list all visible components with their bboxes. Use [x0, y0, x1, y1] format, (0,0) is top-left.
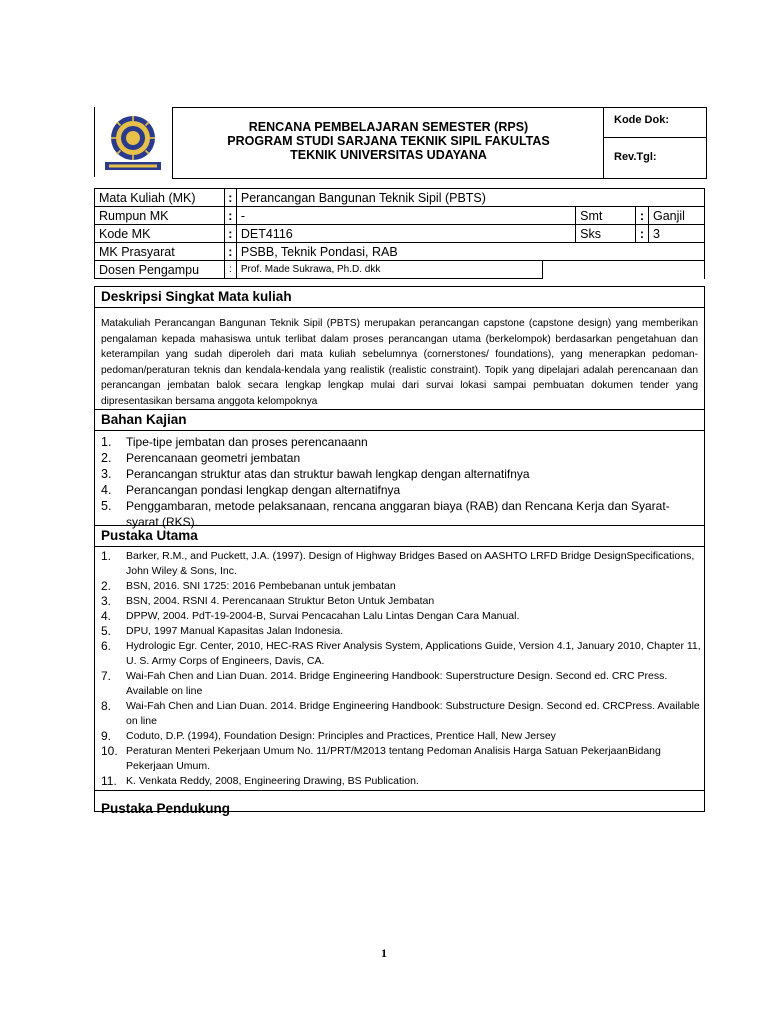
list-item: [101, 744, 704, 774]
list-item: [101, 594, 704, 609]
list-text: Wai-Fah Chen and Lian Duan. 2014. Bridge Engineering Handbook: Substructure Design. Second ed. CRCPress. Available on line: [126, 700, 700, 727]
list-text: Perancangan pondasi lengkap dengan alternatifnya: [126, 483, 401, 497]
list-text: Hydrologic Egr. Center, 2010, HEC-RAS River Analysis System, Applications Guide, Version 4.1, January 2010, Chapter 11, U. S. Army Corps of Engineers, Davis, CA.: [126, 640, 701, 667]
header-title-cell: [172, 107, 604, 179]
header-title-line-2: PROGRAM STUDI SARJANA TEKNIK SIPIL FAKULTAS: [227, 134, 550, 148]
header-meta-cell: [603, 107, 707, 179]
bahan-kajian-heading: Bahan Kajian: [95, 410, 704, 431]
deskripsi-text: Matakuliah Perancangan Bangunan Teknik Sipil (PBTS) merupakan perancangan capstone (capstone design) yang memberikan pengalaman kepada mahasiswa untuk terlibat dalam proses perancangan utama (berkelompok) berdasarkan pengetahuan dan keterampilan yang sudah diperoleh dari mata kuliah sebelumnya (cornerstones/ foundations), yang menerapkan pedoman-pedoman/peraturan teknis dan kendala-kendala yang realistik (realistic constraint). Topik yang dipelajari adalah perencanaan dan perancangan jembatan balok secara lengkap lengkap mulai dari survai lokasi sampai pembuatan dokumen tender yang dipresentasikan bersama anggota kelompoknya: [95, 308, 704, 410]
pustaka-pendukung-heading: Pustaka Pendukung: [101, 801, 231, 816]
list-item: [101, 498, 704, 530]
list-number: 5.: [101, 499, 112, 513]
sks-label: Sks: [576, 225, 636, 243]
list-number: 8.: [101, 699, 112, 713]
header-title-line-1: RENCANA PEMBELAJARAN SEMESTER (RPS): [248, 120, 529, 134]
list-text: Perancangan struktur atas dan struktur bawah lengkap dengan alternatifnya: [126, 467, 530, 481]
smt-value: Ganjil: [649, 207, 705, 225]
list-text: BSN, 2016. SNI 1725: 2016 Pembebanan untuk jembatan: [126, 580, 396, 592]
pustaka-utama-body: [95, 547, 704, 791]
list-number: 7.: [101, 669, 112, 683]
list-number: 9.: [101, 729, 112, 743]
list-text: Perencanaan geometri jembatan: [126, 451, 301, 465]
list-text: Wai-Fah Chen and Lian Duan. 2014. Bridge Engineering Handbook: Superstructure Design. Second ed. CRC Press. Available on line: [126, 670, 668, 697]
list-item: [101, 729, 704, 744]
list-number: 2.: [101, 579, 112, 593]
info-colon: :: [636, 207, 649, 225]
list-text: DPU, 1997 Manual Kapasitas Jalan Indonesia.: [126, 625, 344, 637]
list-item: [101, 774, 704, 789]
list-item: [101, 579, 704, 594]
pustaka-utama-heading: Pustaka Utama: [95, 526, 704, 547]
sks-value: 3: [649, 225, 705, 243]
info-label: Dosen Pengampu: [95, 261, 225, 279]
list-item: [101, 466, 704, 482]
info-row-dosen: [95, 261, 705, 279]
info-empty-cell: [543, 261, 705, 279]
list-text: DPPW, 2004. PdT-19-2004-B, Survai Pencacahan Lalu Lintas Dengan Cara Manual.: [126, 610, 520, 622]
list-text: K. Venkata Reddy, 2008, Engineering Drawing, BS Publication.: [126, 775, 419, 787]
info-value: Prof. Made Sukrawa, Ph.D. dkk: [236, 261, 542, 279]
info-row-kode-mk: [95, 225, 705, 243]
info-label: Rumpun MK: [95, 207, 225, 225]
rev-tgl-label: Rev.Tgl:: [614, 151, 657, 163]
list-text: Coduto, D.P. (1994), Foundation Design: Principles and Practices, Prentice Hall, New Jersey: [126, 730, 556, 742]
info-colon: :: [224, 243, 236, 261]
list-number: 3.: [101, 594, 112, 608]
info-label: MK Prasyarat: [95, 243, 225, 261]
list-item: [101, 549, 704, 579]
header-title-line-3: TEKNIK UNIVERSITAS UDAYANA: [290, 148, 487, 162]
list-item: [101, 482, 704, 498]
course-info-table: [94, 188, 705, 279]
list-item: [101, 609, 704, 624]
info-row-rumpun-mk: [95, 207, 705, 225]
university-seal-icon: [101, 113, 165, 171]
info-value: -: [236, 207, 575, 225]
list-text: Peraturan Menteri Pekerjaan Umum No. 11/PRT/M2013 tentang Pedoman Analisis Harga Satuan PekerjaanBidang Pekerjaan Umum.: [126, 745, 661, 772]
list-number: 6.: [101, 639, 112, 653]
course-content: [94, 286, 705, 816]
deskripsi-heading: Deskripsi Singkat Mata kuliah: [95, 287, 704, 308]
info-colon: :: [224, 225, 236, 243]
kode-dok-label: Kode Dok:: [604, 108, 706, 138]
info-colon: :: [224, 189, 236, 207]
pustaka-utama-list: [95, 547, 704, 789]
page-number: 1: [381, 946, 387, 960]
list-number: 1.: [101, 549, 112, 563]
list-number: 2.: [101, 451, 112, 465]
list-number: 5.: [101, 624, 112, 638]
info-colon: :: [224, 207, 236, 225]
list-item: [101, 639, 704, 669]
info-value: PSBB, Teknik Pondasi, RAB: [236, 243, 704, 261]
info-label: Kode MK: [95, 225, 225, 243]
list-number: 4.: [101, 609, 112, 623]
list-number: 4.: [101, 483, 112, 497]
info-colon: :: [636, 225, 649, 243]
document-header: [94, 107, 705, 177]
info-label: Mata Kuliah (MK): [95, 189, 225, 207]
list-number: 1.: [101, 435, 112, 449]
list-item: [101, 669, 704, 699]
bahan-kajian-list: [95, 431, 704, 530]
list-number: 10.: [101, 744, 118, 758]
info-colon: :: [224, 261, 236, 279]
list-item: [101, 699, 704, 729]
logo-cell: [94, 107, 173, 177]
bahan-kajian-body: [95, 431, 704, 529]
list-item: [101, 434, 704, 450]
info-row-mk-prasyarat: [95, 243, 705, 261]
list-text: Penggambaran, metode pelaksanaan, rencana anggaran biaya (RAB) dan Rencana Kerja dan Syarat- syarat (RKS).: [126, 499, 670, 529]
list-item: [101, 450, 704, 466]
info-value: Perancangan Bangunan Teknik Sipil (PBTS): [236, 189, 704, 207]
info-value: DET4116: [236, 225, 575, 243]
info-row-mata-kuliah: [95, 189, 705, 207]
list-text: BSN, 2004. RSNI 4. Perencanaan Struktur Beton Untuk Jembatan: [126, 595, 435, 607]
list-number: 3.: [101, 467, 112, 481]
list-text: Barker, R.M., and Puckett, J.A. (1997). Design of Highway Bridges Based on AASHTO LRFD Bridge DesignSpecifications, John Wiley & Sons, Inc.: [126, 550, 695, 577]
list-text: Tipe-tipe jembatan dan proses perencanaann: [126, 435, 368, 449]
smt-label: Smt: [576, 207, 636, 225]
list-number: 11.: [101, 774, 117, 788]
list-item: [101, 624, 704, 639]
